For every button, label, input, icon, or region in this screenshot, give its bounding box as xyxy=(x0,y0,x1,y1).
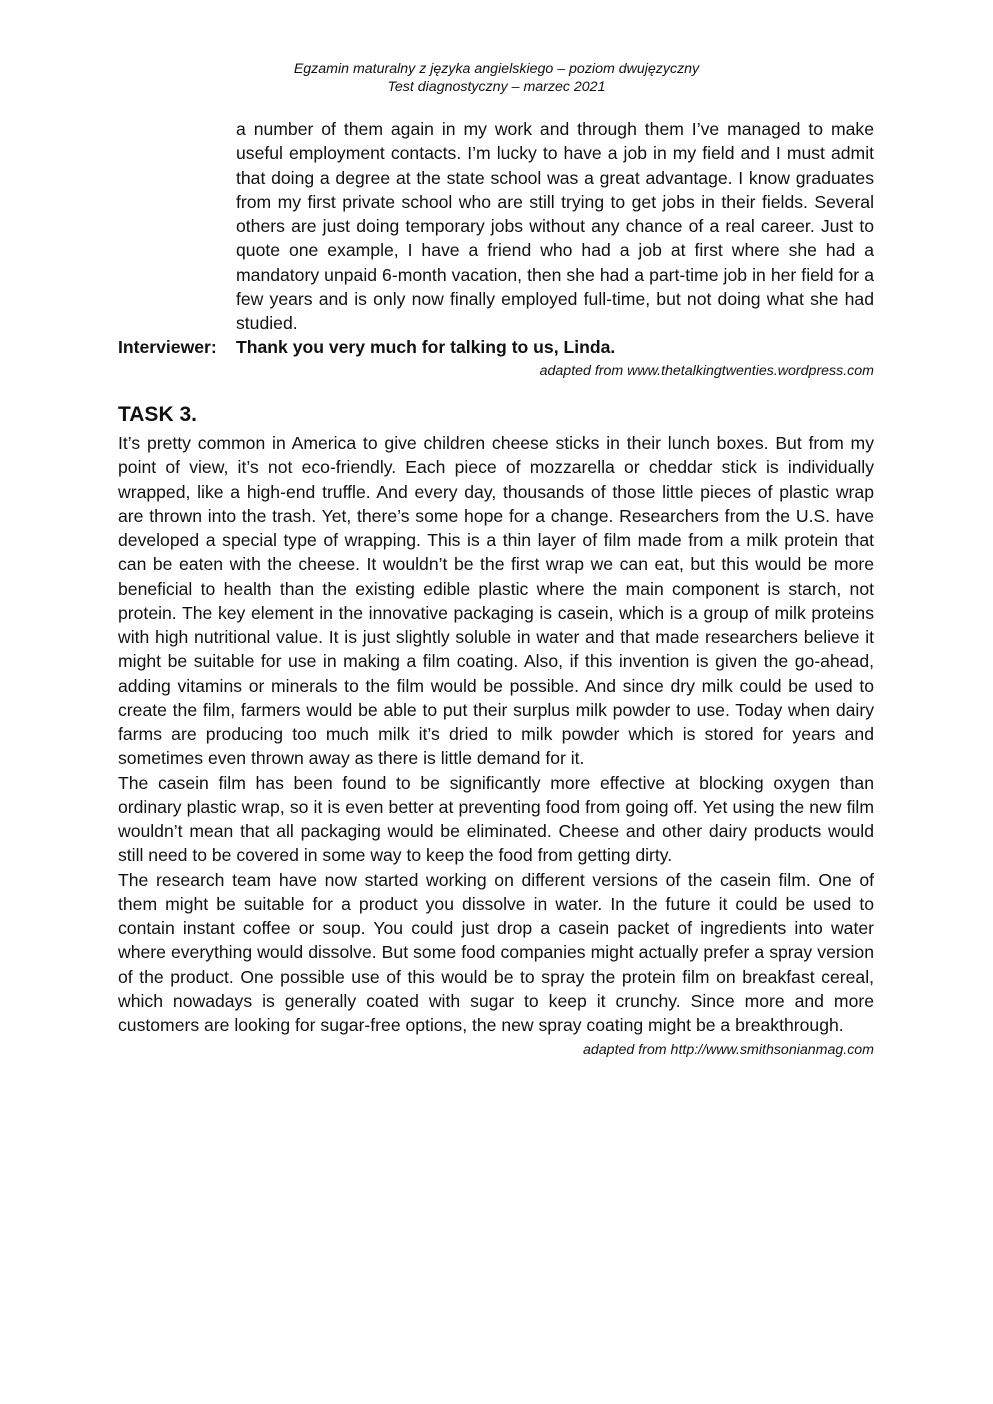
page-header xyxy=(0,60,993,96)
interview-section xyxy=(118,117,874,380)
task-3-section xyxy=(118,401,874,1059)
speaker-text: Thank you very much for talking to us, Linda. xyxy=(236,337,616,358)
interview-answer: a number of them again in my work and through them I’ve managed to make useful employment contacts. I’m lucky to have a job in my field and I must admit that doing a degree at the state school was a great advantage. I know graduates from my first private school who are still trying to get jobs in their fields. Several others are just doing temporary jobs without any chance of a real career. Just to quote one example, I have a friend who had a job at first where she had a mandatory unpaid 6-month vacation, then she had a part-time job in her field for a few years and is only now finally employed full-time, but not doing what she had studied. xyxy=(236,119,874,333)
task-paragraph-1: It’s pretty common in America to give children cheese sticks in their lunch boxes. But from my point of view, it’s not eco-friendly. Each piece of mozzarella or cheddar stick is individually wrapped, like a high-end truffle. And every day, thousands of those little pieces of plastic wrap are thrown into the trash. Yet, there’s some hope for a change. Researchers from the U.S. have developed a special type of wrapping. This is a thin layer of film made from a milk protein that can be eaten with the cheese. It wouldn’t be the first wrap we can eat, but this would be more beneficial to health than the existing edible plastic where the main component is starch, not protein. The key element in the innovative packaging is casein, which is a group of milk proteins with high nutritional value. It is just slightly soluble in water and that made researchers believe it might be suitable for use in making a film coating. Also, if this invention is given the go-ahead, adding vitamins or minerals to the film would be possible. And since dry milk could be used to create the film, farmers would be able to put their surplus milk powder to use. Today when dairy farms are producing too much milk it’s dried to milk powder which is stored for years and sometimes even thrown away as there is little demand for it. xyxy=(118,433,874,769)
task-title: TASK 3. xyxy=(118,403,197,426)
task-source: adapted from http://www.smithsonianmag.com xyxy=(583,1042,874,1059)
speaker-label: Interviewer: xyxy=(118,337,217,358)
interviewer-line xyxy=(118,335,874,359)
task-paragraph-3: The research team have now started working on different versions of the casein film. One of them might be suitable for a product you dissolve in water. In the future it could be used to contain instant coffee or soup. You could just drop a casein packet of ingredients into water where everything would dissolve. But some food companies might actually prefer a spray version of the product. One possible use of this would be to spray the protein film on breakfast cereal, which nowadays is generally coated with sugar to keep it crunchy. Since more and more customers are looking for sugar-free options, the new spray coating might be a breakthrough. xyxy=(118,869,874,1035)
task-paragraph-2: The casein film has been found to be significantly more effective at blocking oxygen than ordinary plastic wrap, so it is even better at preventing food from going off. Yet using the new film wouldn’t mean that all packaging would be eliminated. Cheese and other dairy products would still need to be covered in some way to keep the food from getting dirty. xyxy=(118,772,874,866)
interview-source: adapted from www.thetalkingtwenties.wordpress.com xyxy=(539,362,874,379)
header-line-exam: Egzamin maturalny z języka angielskiego – poziom dwujęzyczny xyxy=(293,61,700,77)
header-line-test: Test diagnostyczny – marzec 2021 xyxy=(387,79,606,95)
